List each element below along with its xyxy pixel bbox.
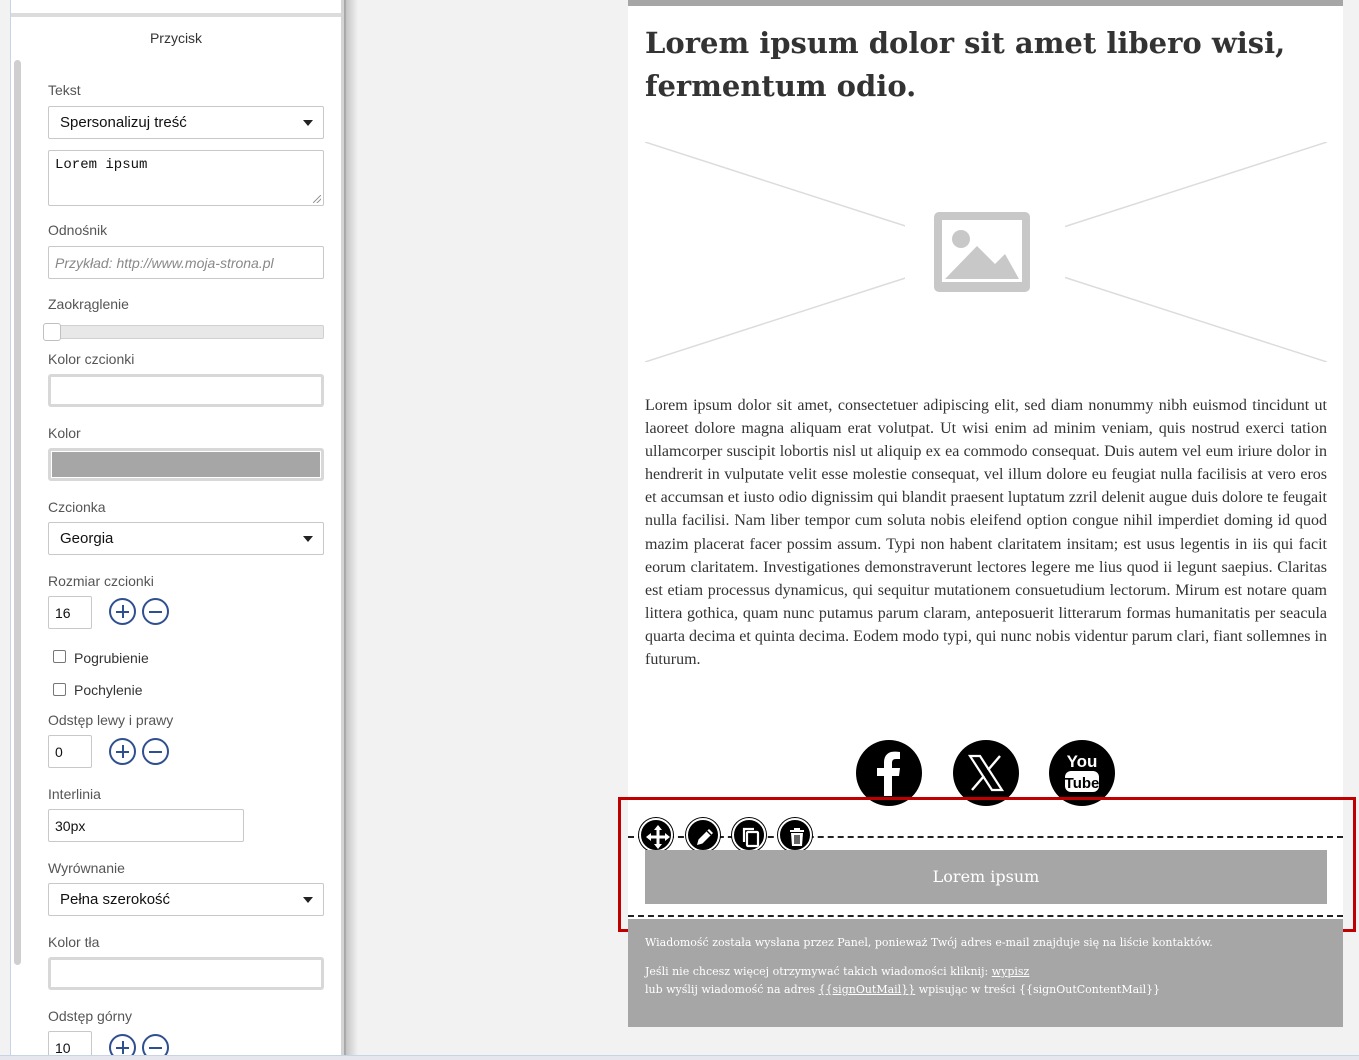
color-picker[interactable] bbox=[48, 448, 324, 481]
edit-icon[interactable] bbox=[686, 818, 720, 852]
youtube-you-text: You bbox=[1066, 752, 1098, 771]
button-text-value: Lorem ipsum bbox=[55, 157, 148, 173]
delete-icon[interactable] bbox=[778, 818, 812, 852]
window-bottom-edge bbox=[0, 1055, 1359, 1060]
padding-lr-label: Odstęp lewy i prawy bbox=[48, 712, 174, 728]
panel-top-divider bbox=[11, 0, 341, 17]
align-label: Wyrównanie bbox=[48, 860, 125, 876]
unsubscribe-link[interactable]: wypisz bbox=[991, 965, 1030, 978]
chevron-down-icon bbox=[303, 536, 313, 542]
padding-top-increase-button[interactable] bbox=[109, 1034, 136, 1055]
footer-signout-line bbox=[645, 983, 1160, 996]
panel-scrollbar[interactable] bbox=[14, 60, 21, 965]
italic-label: Pochylenie bbox=[74, 682, 143, 698]
panel-shadow bbox=[344, 0, 358, 1055]
image-placeholder-graphic bbox=[645, 142, 1327, 362]
footer-signout-prefix: lub wyślij wiadomość na adres bbox=[645, 983, 819, 996]
image-placeholder[interactable] bbox=[645, 142, 1327, 362]
line-height-label: Interlinia bbox=[48, 786, 101, 802]
email-body-text[interactable]: Lorem ipsum dolor sit amet, consectetuer adipiscing elit, sed diam nonummy nibh euismod tincidunt ut laoreet dolore magna aliquam erat volutpat. Ut wisi enim ad minim veniam, quis nostrud exerci tation ullamcorper suscipit lobortis nisl ut aliquip ex ea commodo consequat. Duis autem vel eum iriure dolor in hendrerit in vulputate velit esse molestie consequat, vel illum dolore eu feugiat nulla facilisis at vero eros et accumsan et iusto odio dignissim qui blandit praesent luptatum zzril delenit augue duis dolore te feugait nulla facilisi. Nam liber tempor cum soluta nobis eleifend option congue nihil imperdiet doming id quod mazim placerat facer possim assum. Typi non habent claritatem insitam; est usus legentis in iis qui facit eorum claritatem. Investigationes demonstraverunt lectores legere me lius quod ii legunt saepius. Claritas est etiam processus dynamicus, qui sequitur mutationem consuetudium lectorum. Mirum est notare quam littera gothica, quam nunc putamus parum claram, anteposuerit litterarum formas humanitatis per seacula quarta decima et quinta decima. Eodem modo typi, qui nunc nobis videntur parum clari, fiant sollemnes in futurum. bbox=[645, 397, 1327, 669]
move-icon[interactable] bbox=[639, 818, 673, 852]
signout-mail-link[interactable]: {{signOutMail}} bbox=[818, 983, 916, 996]
padding-top-decrease-button[interactable] bbox=[142, 1034, 169, 1055]
signout-content-placeholder: {{signOutContentMail}} bbox=[1018, 983, 1161, 996]
email-headline[interactable]: Lorem ipsum dolor sit amet libero wisi, fermentum odio. bbox=[645, 26, 1286, 103]
padding-top-label: Odstęp górny bbox=[48, 1008, 133, 1024]
chevron-down-icon bbox=[303, 897, 313, 903]
rounding-slider[interactable] bbox=[48, 325, 324, 339]
duplicate-icon[interactable] bbox=[732, 818, 766, 852]
padding-lr-decrease-button[interactable] bbox=[142, 738, 169, 765]
footer-unsubscribe-text: Jeśli nie chcesz więcej otrzymywać takich wiadomości kliknij: bbox=[645, 965, 992, 978]
rounding-slider-handle[interactable] bbox=[43, 323, 61, 341]
padding-top-input[interactable]: 10 bbox=[48, 1031, 92, 1055]
italic-checkbox[interactable] bbox=[53, 683, 66, 696]
bg-color-picker[interactable] bbox=[48, 957, 324, 990]
rounding-label: Zaokrąglenie bbox=[48, 296, 129, 312]
font-select-value: Georgia bbox=[60, 530, 114, 547]
font-label: Czcionka bbox=[48, 499, 106, 515]
padding-lr-increase-button[interactable] bbox=[109, 738, 136, 765]
font-size-input[interactable]: 16 bbox=[48, 596, 92, 629]
cta-button[interactable]: Lorem ipsum bbox=[645, 850, 1327, 904]
footer-signout-middle: wpisując w treści bbox=[915, 983, 1019, 996]
font-size-increase-button[interactable] bbox=[109, 598, 136, 625]
font-select[interactable] bbox=[48, 522, 324, 555]
padding-lr-input[interactable]: 0 bbox=[48, 735, 92, 768]
link-label: Odnośnik bbox=[48, 222, 108, 238]
font-color-label: Kolor czcionki bbox=[48, 351, 135, 367]
bg-color-label: Kolor tła bbox=[48, 934, 100, 950]
email-footer bbox=[628, 919, 1343, 1027]
text-label: Tekst bbox=[48, 82, 81, 98]
line-height-input[interactable]: 30px bbox=[48, 809, 244, 842]
chevron-down-icon bbox=[303, 120, 313, 126]
align-select-value: Pełna szerokość bbox=[60, 891, 171, 908]
font-size-label: Rozmiar czcionki bbox=[48, 573, 154, 589]
bold-checkbox[interactable] bbox=[53, 650, 66, 663]
block-bottom-dashed-border bbox=[628, 915, 1343, 917]
panel-title: Przycisk bbox=[149, 30, 203, 46]
footer-notice: Wiadomość została wysłana przez Panel, ponieważ Twój adres e-mail znajduje się na liście kontaktów. bbox=[645, 936, 1213, 949]
link-input[interactable]: Przykład: http://www.moja-strona.pl bbox=[48, 246, 324, 279]
button-text-field[interactable] bbox=[48, 150, 324, 206]
email-top-bar bbox=[628, 0, 1343, 6]
align-select[interactable] bbox=[48, 883, 324, 916]
resize-grip-icon[interactable] bbox=[313, 195, 321, 203]
personalize-select[interactable] bbox=[48, 106, 324, 139]
font-color-picker[interactable] bbox=[48, 374, 324, 407]
bold-label: Pogrubienie bbox=[74, 650, 149, 666]
button-settings-panel bbox=[10, 0, 346, 1055]
personalize-select-value: Spersonalizuj treść bbox=[60, 114, 187, 131]
color-label: Kolor bbox=[48, 425, 81, 441]
footer-unsubscribe-line bbox=[645, 965, 1029, 978]
youtube-tube-text: Tube bbox=[1064, 775, 1100, 792]
font-size-decrease-button[interactable] bbox=[142, 598, 169, 625]
